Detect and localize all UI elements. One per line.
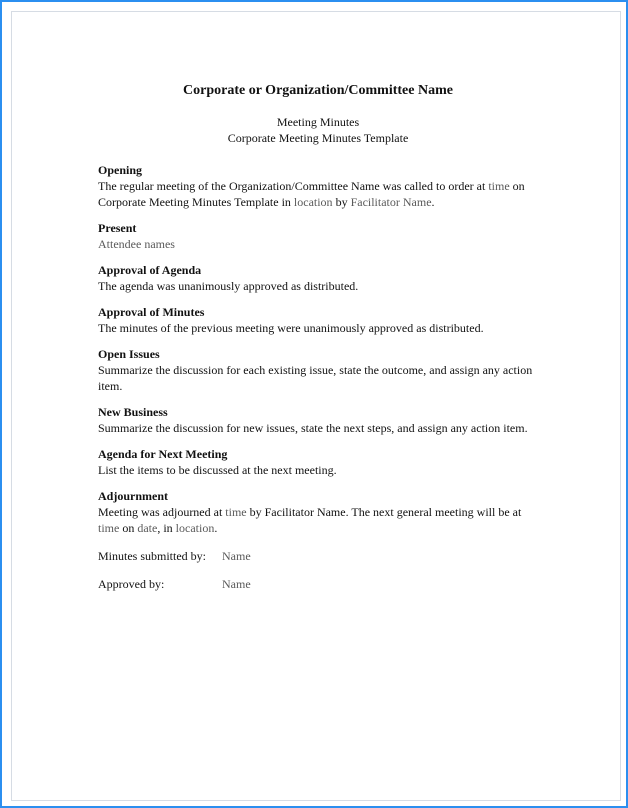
section-heading: Present bbox=[98, 221, 137, 235]
signature-label: Minutes submitted by: bbox=[98, 549, 206, 563]
section-heading: Adjournment bbox=[98, 489, 169, 503]
signature-approved bbox=[98, 576, 538, 592]
signature-label: Approved by: bbox=[98, 577, 165, 591]
section-text bbox=[98, 504, 538, 536]
section-heading: Approval of Agenda bbox=[98, 263, 202, 277]
section-text: Summarize the discussion for each existing issue, state the outcome, and assign any action item. bbox=[98, 363, 533, 393]
section-text: Summarize the discussion for new issues, state the next steps, and assign any action item. bbox=[98, 421, 528, 435]
section-heading: Open Issues bbox=[98, 347, 160, 361]
section-text: The minutes of the previous meeting were unanimously approved as distributed. bbox=[98, 321, 484, 335]
placeholder-time: time bbox=[225, 505, 247, 519]
placeholder-time: time bbox=[98, 521, 120, 535]
document-subtitle bbox=[98, 114, 538, 146]
section-heading: Approval of Minutes bbox=[98, 305, 205, 319]
signature-name: Name bbox=[222, 549, 251, 563]
section-text: List the items to be discussed at the next meeting. bbox=[98, 463, 337, 477]
section-adjournment bbox=[98, 488, 538, 536]
subtitle-line-2: Corporate Meeting Minutes Template bbox=[227, 131, 409, 145]
section-approval-minutes bbox=[98, 304, 538, 336]
section-heading: Agenda for Next Meeting bbox=[98, 447, 228, 461]
text-run: , in bbox=[157, 521, 176, 535]
text-run: The regular meeting of the Organization/Committee Name was called to order at bbox=[98, 179, 489, 193]
placeholder-date: date bbox=[137, 521, 158, 535]
section-heading: New Business bbox=[98, 405, 168, 419]
section-text: The agenda was unanimously approved as distributed. bbox=[98, 279, 359, 293]
section-heading: Opening bbox=[98, 163, 143, 177]
text-run: Meeting was adjourned at bbox=[98, 505, 226, 519]
text-run: on Corporate Meeting Minutes Template in bbox=[98, 179, 525, 209]
section-approval-agenda bbox=[98, 262, 538, 294]
section-text bbox=[98, 178, 538, 210]
text-run: by bbox=[332, 195, 351, 209]
section-open-issues bbox=[98, 346, 538, 394]
text-run: by Facilitator Name. The next general meeting will be at bbox=[246, 505, 522, 519]
text-run: . bbox=[214, 521, 218, 535]
document-body bbox=[98, 80, 538, 592]
placeholder-location: location bbox=[175, 521, 215, 535]
text-run: . bbox=[431, 195, 435, 209]
text-run: on bbox=[119, 521, 138, 535]
section-next-agenda bbox=[98, 446, 538, 478]
placeholder-time: time bbox=[488, 179, 510, 193]
org-title: Corporate or Organization/Committee Name bbox=[183, 83, 453, 98]
section-opening bbox=[98, 162, 538, 210]
section-new-business bbox=[98, 404, 538, 436]
placeholder-attendees: Attendee names bbox=[98, 237, 175, 251]
placeholder-facilitator: Facilitator Name bbox=[350, 195, 432, 209]
section-present bbox=[98, 220, 538, 252]
subtitle-line-1: Meeting Minutes bbox=[276, 115, 360, 129]
signature-submitted bbox=[98, 548, 538, 564]
placeholder-location: location bbox=[293, 195, 333, 209]
signature-name: Name bbox=[222, 577, 251, 591]
